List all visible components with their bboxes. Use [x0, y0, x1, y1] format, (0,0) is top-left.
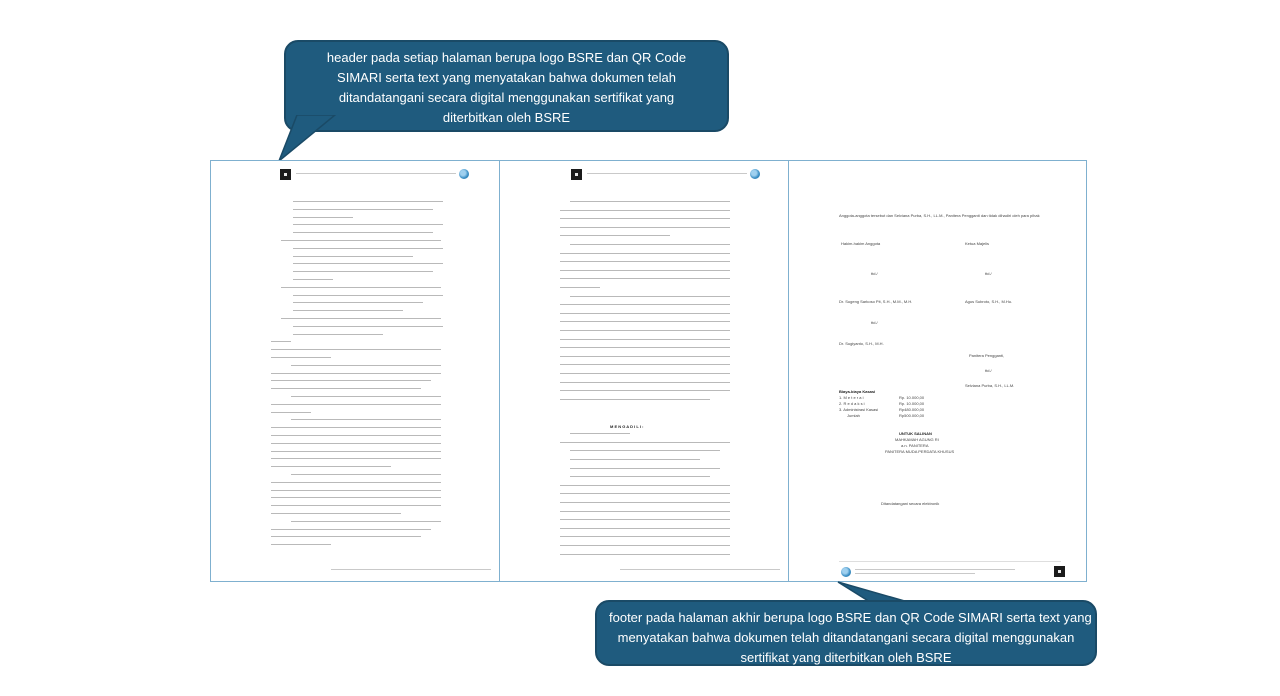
body-text-line: [560, 373, 730, 374]
document-page-1: [210, 160, 500, 582]
footer-callout-line: sertifikat yang diterbitkan oleh BSRE: [740, 650, 952, 665]
salinan-line: MAHKAMAH AGUNG RI: [895, 437, 939, 442]
judge-member-1: Dr. Sugeng Sarkoso Pit, S.H., M.M., M.H.: [839, 299, 913, 304]
header-text-line: [587, 173, 747, 174]
ttd-mark: ttd./: [871, 271, 878, 276]
body-text-line: [291, 396, 441, 397]
body-text-line: [271, 380, 431, 381]
cost-row-label: 1. M e t e r a i: [839, 395, 864, 400]
body-text-line: [560, 511, 730, 512]
body-text-line: [570, 468, 720, 469]
body-text-line: [271, 497, 441, 498]
body-text-line: [560, 399, 710, 400]
body-text-line: [271, 536, 421, 537]
qr-code-icon: [280, 169, 291, 180]
clerk-title: Panitera Pengganti,: [969, 353, 1005, 358]
body-text-line: [560, 554, 730, 555]
body-text-line: [560, 382, 730, 383]
page-footer-line: [331, 569, 491, 570]
bsre-logo-icon: [750, 169, 760, 179]
judge-member-2: Dr. Sugiyanto, S.H., M.H.: [839, 341, 884, 346]
body-text-line: [281, 318, 441, 319]
body-text-line: [560, 442, 730, 443]
body-text-line: [271, 490, 441, 491]
body-text-line: [560, 536, 730, 537]
body-text-line: [560, 235, 670, 236]
body-text-line: [271, 388, 421, 389]
body-text-line: [560, 227, 730, 228]
bsre-logo-icon: [459, 169, 469, 179]
bsre-logo-icon: [841, 567, 851, 577]
body-text-line: [271, 482, 441, 483]
body-text-line: [271, 373, 441, 374]
body-text-line: [291, 365, 441, 366]
qr-code-icon: [571, 169, 582, 180]
judge-chair: Agus Subroto, S.H., M.Hu.: [965, 299, 1013, 304]
body-text-line: [560, 347, 730, 348]
page-footer-line: [620, 569, 780, 570]
body-text-line: [560, 253, 730, 254]
header-callout-line: header pada setiap halaman berupa logo BSRE dan QR Code: [326, 50, 687, 65]
body-text-line: [560, 339, 730, 340]
body-text-line: [560, 287, 600, 288]
body-text-line: [291, 419, 441, 420]
cost-row-label: Jumlah: [847, 413, 860, 418]
body-text-line: [291, 521, 441, 522]
header-callout-line: ditandatangani secara digital menggunakan sertifikat yang: [338, 90, 675, 105]
body-text-line: [271, 357, 331, 358]
salinan-line: a.n. PANITERA: [901, 443, 929, 448]
body-text-line: [570, 433, 630, 434]
cost-row-value: Rp. 10.000,00: [899, 395, 925, 400]
body-text-line: [293, 209, 433, 210]
body-text-line: [293, 217, 353, 218]
body-text-line: [560, 364, 730, 365]
body-text-line: [271, 451, 441, 452]
qr-code-icon: [1054, 566, 1065, 577]
body-text-line: [560, 330, 730, 331]
body-text-line: [281, 287, 441, 288]
footer-rule: [839, 561, 1061, 562]
body-text-line: [570, 201, 730, 202]
header-callout-line: SIMARI serta text yang menyatakan bahwa dokumen telah: [337, 70, 676, 85]
body-text-line: [271, 427, 441, 428]
cost-row-value: Rp500.000,00: [899, 413, 925, 418]
costs-title: Biaya-biaya Kasasi: [839, 389, 876, 394]
body-text-line: [271, 435, 441, 436]
body-text-line: [560, 493, 730, 494]
body-text-line: [293, 271, 433, 272]
body-text-line: [560, 210, 730, 211]
body-text-line: [560, 261, 730, 262]
cost-row-label: 2. R e d a k s i: [839, 401, 865, 406]
body-text-line: [293, 224, 443, 225]
body-text-line: [570, 450, 720, 451]
body-text-line: [271, 505, 441, 506]
body-text-line: [560, 528, 730, 529]
sig-label-members: Hakim-hakim Anggota: [841, 241, 881, 246]
header-text-line: [296, 173, 456, 174]
ttd-mark: ttd./: [871, 320, 878, 325]
body-text-line: [293, 334, 383, 335]
body-text-line: [271, 443, 441, 444]
body-text-line: [293, 326, 443, 327]
body-text-line: [560, 313, 730, 314]
document-page-3: [788, 160, 1087, 582]
header-callout-line: diterbitkan oleh BSRE: [442, 110, 571, 125]
salinan-line: PANITERA MUDA PERDATA KHUSUS: [885, 449, 955, 454]
body-text-line: [560, 218, 730, 219]
body-text-line: [293, 256, 413, 257]
body-text-line: [271, 458, 441, 459]
cost-row-value: Rp. 10.000,00: [899, 401, 925, 406]
signed-note: Ditandatangani secara elektronik: [881, 501, 940, 506]
page-3-intro: Anggota-anggota tersebut dan Selviana Purba, S.H., LL.M., Panitera Pengganti dan tidak dihadiri oleh para pihak: [839, 213, 1040, 218]
salinan-line: UNTUK SALINAN: [899, 431, 932, 436]
body-text-line: [293, 201, 443, 202]
mengadili-heading: M E N G A D I L I :: [610, 424, 644, 429]
ttd-mark: ttd./: [985, 271, 992, 276]
body-text-line: [293, 279, 333, 280]
body-text-line: [271, 529, 431, 530]
body-text-line: [293, 310, 403, 311]
body-text-line: [271, 404, 441, 405]
body-text-line: [560, 356, 730, 357]
body-text-line: [271, 349, 441, 350]
body-text-line: [291, 474, 441, 475]
document-page-2: [499, 160, 789, 582]
body-text-line: [271, 412, 311, 413]
body-text-line: [560, 485, 730, 486]
footer-callout-line: menyatakan bahwa dokumen telah ditandatangani secara digital menggunakan: [617, 630, 1075, 645]
body-text-line: [293, 295, 443, 296]
body-text-line: [271, 341, 291, 342]
body-text-line: [281, 240, 441, 241]
body-text-line: [570, 476, 710, 477]
body-text-line: [560, 390, 730, 391]
ttd-mark: ttd./: [985, 368, 992, 373]
cost-row-value: Rp480.000,00: [899, 407, 925, 412]
body-text-line: [560, 545, 730, 546]
body-text-line: [293, 263, 443, 264]
body-text-line: [560, 519, 730, 520]
clerk-name: Selviana Purba, S.H., LL.M.: [965, 383, 1015, 388]
header-callout-pointer: [275, 115, 355, 165]
footer-text-line: [855, 569, 1015, 570]
footer-callout: [595, 600, 1097, 666]
body-text-line: [570, 459, 700, 460]
footer-callout-line: footer pada halaman akhir berupa logo BSRE dan QR Code SIMARI serta text yang: [609, 610, 1092, 625]
body-text-line: [293, 248, 443, 249]
body-text-line: [293, 232, 433, 233]
body-text-line: [271, 466, 391, 467]
footer-text-line: [855, 573, 975, 574]
body-text-line: [560, 502, 730, 503]
body-text-line: [560, 270, 730, 271]
body-text-line: [293, 302, 423, 303]
sig-label-chair: Ketua Majelis: [965, 241, 990, 246]
cost-row-label: 3. Administrasi Kasasi: [839, 407, 879, 412]
body-text-line: [570, 244, 730, 245]
body-text-line: [560, 321, 730, 322]
body-text-line: [271, 513, 401, 514]
body-text-line: [560, 278, 730, 279]
body-text-line: [570, 296, 730, 297]
body-text-line: [271, 544, 331, 545]
body-text-line: [560, 304, 730, 305]
